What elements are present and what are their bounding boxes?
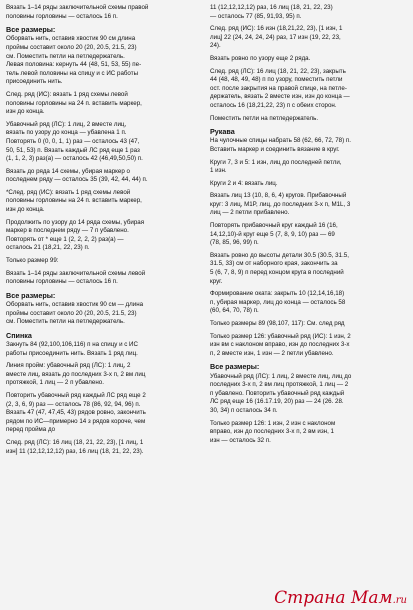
text-line: 31.5, 33) см от наборного края, закончить за: [210, 260, 338, 268]
text-line: ост. после закрытия на правой спице, на петле-: [210, 84, 347, 92]
section-heading: Все размеры:: [6, 290, 56, 300]
text-line: тель левой половины на спицу и с ИС работы: [6, 69, 139, 77]
text-line: Вставить маркер и соединить вязание в круг.: [210, 145, 340, 153]
text-line: половины горловины на 24 п. вставить маркер,: [6, 99, 142, 107]
text-line: Повторять от * еще 1 (2, 2, 2, 2) раз(а) —: [6, 235, 124, 243]
text-line: рядом по ИС—примерно 14 з рядов короче, чем: [6, 417, 146, 425]
text-line: держатель, вязать 2 вместе изн, изн до конца —: [210, 93, 350, 101]
text-line: 14,12,10)-й круг еще 5 (7, 8, 9, 10) раз — 69: [210, 230, 335, 238]
text-line: Вязать до ряда 14 схемы, убирая маркер о: [6, 167, 130, 175]
text-line: Убавочный ряд (ЛС): 1 лиц, 2 вместе лиц, лиц до: [210, 372, 352, 380]
text-line: Вязать ровно по узору еще 2 ряда.: [210, 54, 311, 62]
text-line: половины горловины на 24 п. вставить маркер,: [6, 197, 142, 205]
text-line: Закнуть 84 (92,100,106,116) п на спицу и с ИС: [6, 340, 138, 348]
text-line: проймы составит около 20 (20, 20.5, 21.5, 23): [6, 309, 137, 317]
text-line: перед пройма до: [6, 426, 56, 434]
text-line: (78, 85, 96, 99) п.: [210, 239, 259, 247]
text-line: проймы составит около 20 (20, 20.5, 21.5, 23): [6, 43, 137, 51]
text-line: Только размер 126: 1 изн, 2 изн с наклоном: [210, 419, 336, 427]
text-line: работы присоединить нить. Вязать 1 ряд лиц.: [6, 349, 138, 357]
text-line: 11 (12,12,12,12) раз, 16 лиц (18, 21, 22, 23): [210, 4, 333, 11]
text-line: Оборвать нить, оставив хвостик 90 см длина: [6, 35, 136, 43]
text-line: вместе лиц, вязать до последних 3-х п, 2 вм лиц: [6, 370, 146, 378]
text-line: Круги 7, 3 и 5: 1 изн, лиц до последней петли,: [210, 158, 342, 166]
text-line: вязать по узору до конца — убавлена 1 п.: [6, 129, 127, 137]
section-heading: Спинка: [6, 330, 32, 340]
text-line: ЛС ряд еще 16 (16.17.19, 20) раз — 24 (26. 28.: [210, 398, 344, 406]
text-line: (1, 1, 2, 3) раз(а) — осталось 42 (46,49,50,50) п.: [6, 155, 143, 163]
text-line: см. Поместить петли на петледержатель.: [6, 318, 125, 326]
text-line: — осталось 77 (85, 91,93, 95) п.: [210, 12, 302, 20]
text-line: След. ряд (ИС): 16 изн (18,21,22, 23), [1 изн, 1: [210, 25, 343, 33]
watermark-suffix: .ru: [392, 595, 407, 606]
section-heading: Все размеры:: [6, 25, 56, 35]
text-line: круг.: [210, 277, 223, 285]
watermark-text: Страна Мам: [274, 588, 393, 608]
text-line: Вязать 47 (47, 47,45, 43) рядов ровно, закончить: [6, 409, 146, 417]
text-line: (60, 64, 70, 78) п.: [210, 307, 259, 315]
text-line: присоединить нить.: [6, 78, 63, 86]
watermark-logo: [274, 588, 407, 608]
text-line: Только размер 126: убавочный ряд (ИС): 1 изн, 2: [210, 332, 351, 340]
text-line: Вязать ровно до высоты детали 30.5 (30.5, 31.5,: [210, 251, 349, 259]
text-line: 24).: [210, 42, 221, 50]
text-line: изн до конца.: [6, 108, 45, 116]
text-line: Вязать лиц 13 (10, 8, 6, 4) кругов. Прибавочный: [210, 192, 347, 200]
text-line: Только размер 99:: [6, 257, 59, 265]
text-line: След. ряд (ЛС): 16 лиц (18, 21, 22, 23), закрыть: [210, 67, 346, 75]
text-line: Повторить убавочный ряд каждый ЛС ряд еще 2: [6, 391, 146, 399]
text-line: см. Поместить петли на петледержатель.: [6, 52, 125, 60]
text-line: Вязать 1–14 ряды заключительной схемы левой: [6, 269, 146, 277]
text-line: изн] 11 (12,12,12,12) раз, 16 лиц (18, 21, 22, 23).: [6, 447, 144, 455]
text-line: (2, 3, 6, 9) раз — осталось 78 (86, 92, 94, 96) п.: [6, 400, 141, 408]
text-line: последних 3-х п, 2 вм лиц протяжкой, 1 лиц — 2: [210, 381, 349, 389]
text-line: След. ряд (ЛС): 16 лиц (18, 21, 22, 23), [1 лиц, 1: [6, 438, 144, 446]
text-line: п, убирая маркер, лиц до конца — осталось 58: [210, 298, 346, 306]
text-line: половины горловины — осталось 16 п.: [6, 12, 118, 20]
text-line: Линия пройм: убавочный ряд (ЛС): 1 лиц, 2: [6, 362, 131, 370]
text-line: протяжкой, 1 лиц — 2 п убавлено.: [6, 379, 104, 387]
text-line: п, 2 вместе изн, 1 изн — 2 петли убавлено.: [210, 349, 334, 357]
text-line: Круги 2 и 4: вязать лиц.: [210, 179, 278, 187]
text-line: лиц — 2 петли прибавлено.: [210, 209, 290, 217]
text-line: 50, 51, 53) п. Вязать каждый ЛС ряд еще 1 раз: [6, 146, 140, 154]
text-line: изн до конца.: [6, 206, 45, 214]
text-line: Оборвать нить, оставив хвостик 90 см — длина: [6, 301, 144, 308]
text-line: половины горловины — осталось 16 п.: [6, 278, 118, 286]
text-line: осталось 16 (18,21,22, 23) п с обеих сторон.: [210, 101, 337, 109]
text-line: Поместить петли на петледержатель.: [210, 114, 319, 122]
section-heading: Все размеры:: [210, 362, 260, 372]
text-line: маркер в последнем ряду — 7 п убавлено.: [6, 227, 129, 235]
text-line: Убавочный ряд (ЛС): 1 лиц, 2 вместе лиц,: [6, 120, 127, 128]
text-line: 1 изн.: [210, 167, 227, 175]
text-line: 30, 34) п осталось 34 п.: [210, 406, 278, 414]
text-line: Вязать 1–14 ряды заключительной схемы правой: [6, 4, 149, 11]
text-line: Продолжить по узору до 14 ряда схемы, убирая: [6, 218, 145, 226]
left-column: [6, 4, 202, 456]
text-line: Левая половина: кернуть 44 (48, 51, 53, 55) пе-: [6, 61, 142, 69]
text-line: Только размеры 89 (98,107, 117): См. след ряд: [210, 320, 345, 327]
text-line: 5 (6, 7, 8, 9) п перед концом круга в последний: [210, 269, 344, 277]
text-line: Повторять 0 (0, 0, 1, 1) раз — осталось 43 (47,: [6, 137, 140, 145]
text-line: круг: 3 лиц, M1P, лиц, до последних 3-х п, M1L, 3: [210, 200, 351, 208]
text-line: Формирование оката: закрыть 10 (12,14,16,18): [210, 290, 345, 298]
text-line: лиц] 22 (24, 24, 24, 24) раз, 17 изн (19, 22, 23,: [210, 33, 341, 41]
text-line: вправо, изн до последних 3-х п, 2 вм изн, 1: [210, 428, 334, 436]
section-heading: Рукава: [210, 127, 235, 137]
text-line: На чулочные спицы набрать 58 (62, 66, 72, 78) п.: [210, 137, 351, 145]
right-column: [210, 4, 406, 445]
text-line: п убавлено. Повторить убавочный ряд каждый: [210, 389, 345, 397]
text-line: изн вм с наклоном вправо, изн до последних 3-х: [210, 341, 350, 349]
text-line: 44 (48, 48, 49, 48) п по узору, поместить петли: [210, 76, 343, 84]
text-line: *След. ряд (ИС): вязать 1 ряд схемы левой: [6, 188, 131, 196]
text-line: последнем ряду — осталось 35 (39, 42, 44, 44) п.: [6, 176, 148, 184]
text-line: осталось 21 (18,21, 22, 23) п.: [6, 244, 90, 252]
text-line: изн — осталось 32 п.: [210, 436, 271, 444]
text-line: Повторять прибавочный круг каждый 16 (16,: [210, 222, 338, 230]
text-line: След. ряд (ИС): вязать 1 ряд схемы левой: [6, 90, 128, 98]
